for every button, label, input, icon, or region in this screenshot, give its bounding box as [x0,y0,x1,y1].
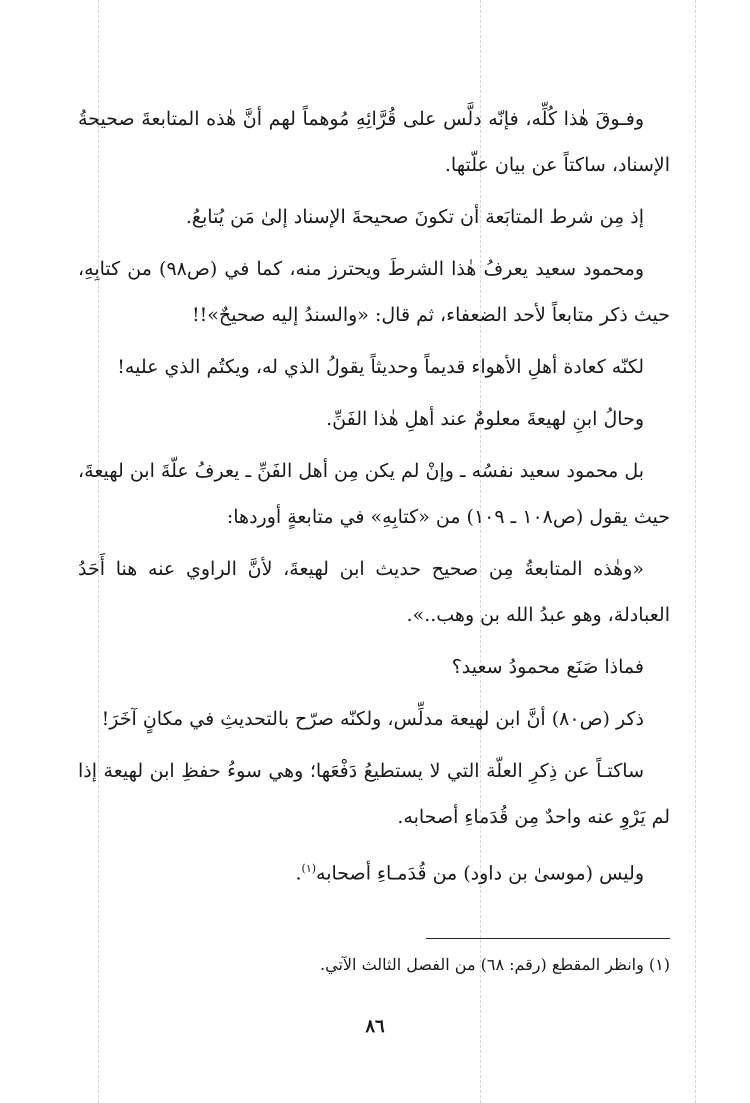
paragraph-text: وليس (موسىٰ بن داود) من قُدَمـاءِ أصحابه [316,862,644,885]
scan-artifact-line [695,0,696,1103]
paragraph: ساكتـاً عن ذِكرِ العلّة التي لا يستطيعُ دَفْعَها؛ وهي سوءُ حفظِ ابن لهيعة إذا لم يَرْوِ عنه واحدٌ مِن قُدَماءِ أصحابه. [78,760,670,828]
paragraph-end: . [295,862,302,885]
paragraph: إذ مِن شرط المتابَعة أن تكونَ صحيحةَ الإسناد إلىٰ مَن يُتابعُ. [185,206,644,228]
paragraph: بل محمود سعيد نفسُه ـ وإنْ لم يكن مِن أهل الفَنِّ ـ يعرفُ علّةَ ابن لهيعةَ، حيث يقول (ص١٠٨ ـ ١٠٩) من «كتابِهِ» في متابعةٍ أوردها: [78,460,670,528]
footnote-divider [426,938,670,939]
paragraph: وحالُ ابنِ لهيعةَ معلومٌ عند أهلِ هٰذا الفَنِّ. [326,408,644,430]
paragraph: ومحمود سعيد يعرفُ هٰذا الشرطَ ويحترز منه، كما في (ص٩٨) من كتابِهِ، حيث ذكر متابعاً لأحد الضعفاء، ثم قال: «والسندُ إليه صحيحٌ»!! [78,258,670,326]
page-number: ٨٦ [365,1016,385,1037]
paragraph: لكنّه كعادة أهلِ الأهواء قديماً وحديثاً يقولُ الذي له، ويكتُم الذي عليه! [117,356,644,378]
paragraph: فماذا صَنَع محمودُ سعيد؟ [451,656,644,678]
quoted-paragraph: «وهٰذه المتابعةُ مِن صحيح حديث ابن لهيعةَ، لأنَّ الراوي عنه هنا أَحَدُ العبادلة، وهو عبدُ الله بن وهب..». [78,558,670,626]
paragraph-with-footnote-ref [78,846,670,896]
footnote-reference[interactable]: (١) [301,862,317,875]
footnote: (١) وانظر المقطع (رقم: ٦٨) من الفصل الثالث الآتي. [320,955,670,974]
paragraph: ذكر (ص٨٠) أنَّ ابن لهيعة مدلِّس، ولكنّه صرّح بالتحديثِ في مكانٍ آخَرَ! [101,708,644,730]
paragraph: وفـوقَ هٰذا كُلِّه، فإنّه دلَّس على قُرَّائِهِ مُوهماً لهم أنَّ هٰذه المتابعةَ صحيحةُ الإسناد، ساكتاً عن بيان علّتها. [78,108,670,176]
body-text [78,96,670,902]
